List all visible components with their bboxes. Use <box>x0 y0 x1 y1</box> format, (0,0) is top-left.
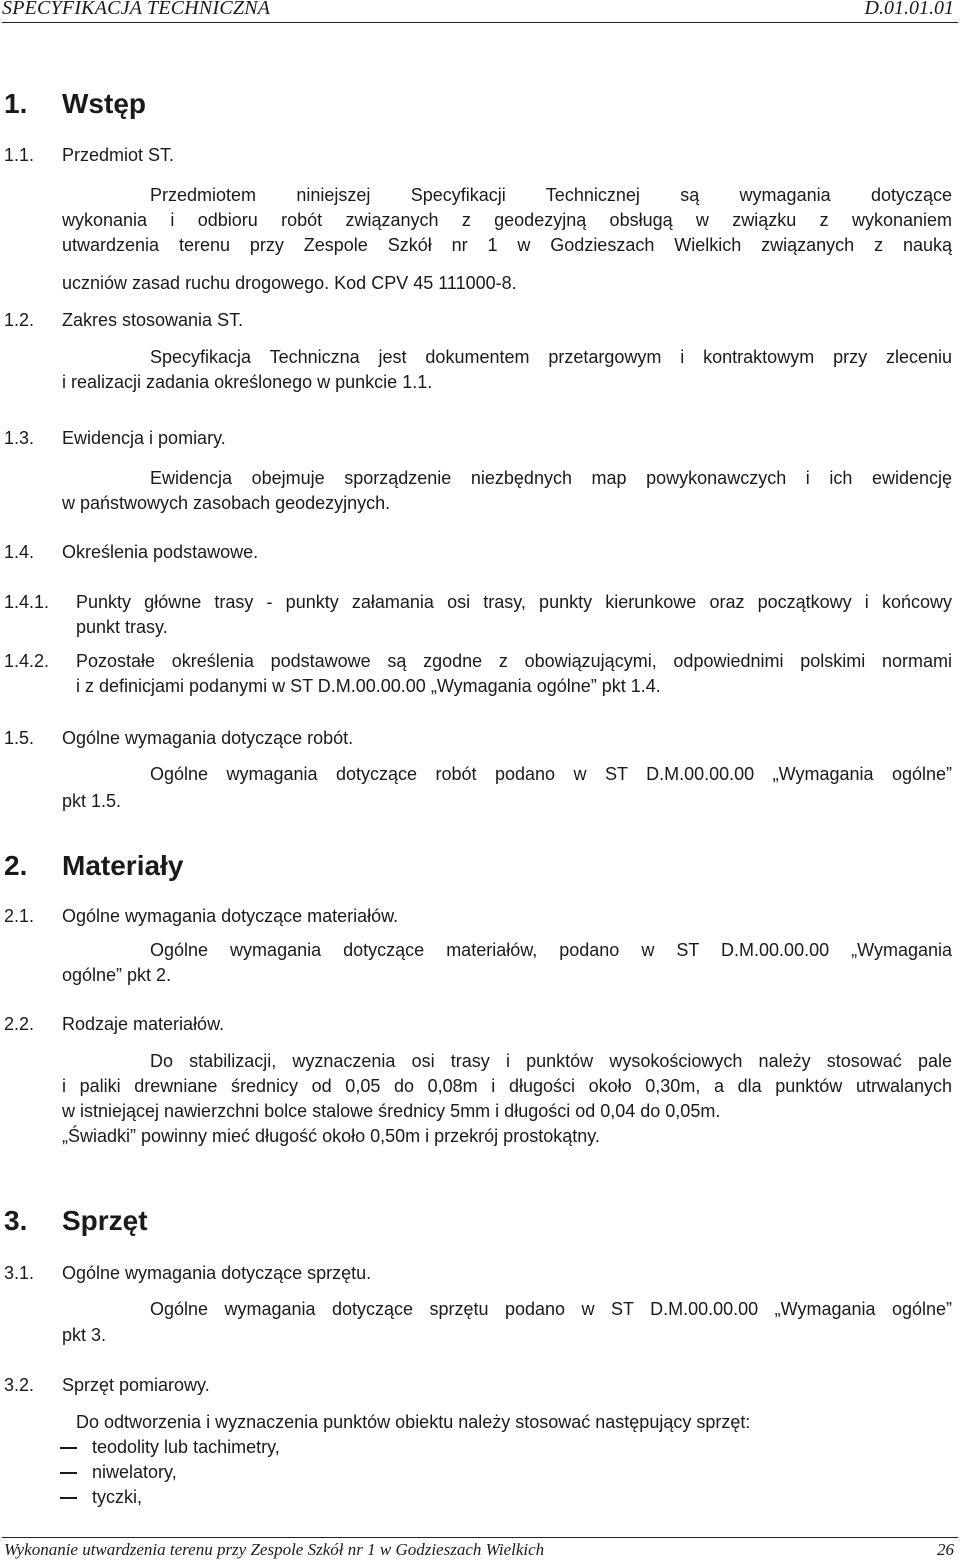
section-number: 1. <box>4 88 28 119</box>
definition-line: Pozostałe określenia podstawowe są zgodne z obowiązującymi, odpowiednimi polskimi normami <box>76 651 952 671</box>
paragraph-line: pkt 3. <box>62 1325 107 1345</box>
page-number: 26 <box>937 1540 954 1559</box>
paragraph-line: Przedmiotem niniejszej Specyfikacji Technicznej są wymagania dotyczące <box>150 185 952 205</box>
subsection-number: 1.2. <box>4 310 35 330</box>
paragraph-line: i paliki drewniane średnicy od 0,05 do 0,08m i długości około 0,30m, a dla punktów utrwalanych <box>62 1076 952 1096</box>
subsection-title: Przedmiot ST. <box>62 145 175 165</box>
section-title: Wstęp <box>62 88 146 119</box>
header-code: D.01.01.01 <box>864 0 954 19</box>
subsection-title: Ewidencja i pomiary. <box>62 428 226 448</box>
subsection-number: 1.1. <box>4 145 35 165</box>
list-dash-icon <box>60 1472 77 1474</box>
paragraph-line: Ogólne wymagania dotyczące robót podano w ST D.M.00.00.00 „Wymagania ogólne” <box>150 764 952 784</box>
section-title: Sprzęt <box>62 1205 148 1236</box>
paragraph-line: pkt 1.5. <box>62 791 122 811</box>
subsection-title: Ogólne wymagania dotyczące robót. <box>62 728 354 748</box>
paragraph-line: Do odtworzenia i wyznaczenia punktów obiektu należy stosować następujący sprzęt: <box>76 1412 751 1432</box>
paragraph-line: Do stabilizacji, wyznaczenia osi trasy i punktów wysokościowych należy stosować pale <box>150 1051 952 1071</box>
paragraph-line: „Świadki” powinny mieć długość około 0,50m i przekrój prostokątny. <box>62 1126 600 1146</box>
subsection-number: 1.4. <box>4 542 35 562</box>
subsection-number: 2.1. <box>4 906 35 926</box>
definition-number: 1.4.1. <box>4 592 50 612</box>
list-item: niwelatory, <box>92 1462 177 1482</box>
paragraph-line: Ogólne wymagania dotyczące sprzętu podano w ST D.M.00.00.00 „Wymagania ogólne” <box>150 1299 952 1319</box>
paragraph-line: Ogólne wymagania dotyczące materiałów, podano w ST D.M.00.00.00 „Wymagania <box>150 940 952 960</box>
subsection-title: Określenia podstawowe. <box>62 542 259 562</box>
header-title: SPECYFIKACJA TECHNICZNA <box>2 0 271 19</box>
definition-line: punkt trasy. <box>76 617 168 637</box>
subsection-number: 1.5. <box>4 728 35 748</box>
paragraph-line: ogólne” pkt 2. <box>62 965 172 985</box>
subsection-number: 2.2. <box>4 1014 35 1034</box>
paragraph-line: Specyfikacja Techniczna jest dokumentem przetargowym i kontraktowym przy zleceniu <box>150 347 952 367</box>
paragraph-line: Ewidencja obejmuje sporządzenie niezbędnych map powykonawczych i ich ewidencję <box>150 468 952 488</box>
subsection-title: Rodzaje materiałów. <box>62 1014 225 1034</box>
subsection-title: Ogólne wymagania dotyczące materiałów. <box>62 906 399 926</box>
header-rule <box>2 22 958 23</box>
page-footer <box>0 1540 960 1561</box>
subsection-number: 3.1. <box>4 1263 35 1283</box>
subsection-title: Zakres stosowania ST. <box>62 310 244 330</box>
paragraph-line: w istniejącej nawierzchni bolce stalowe średnicy 5mm i długości od 0,04 do 0,05m. <box>62 1101 721 1121</box>
list-dash-icon <box>60 1497 77 1499</box>
definition-line: i z definicjami podanymi w ST D.M.00.00.00 „Wymagania ogólne” pkt 1.4. <box>76 676 661 696</box>
paragraph-line: uczniów zasad ruchu drogowego. Kod CPV 45 111000-8. <box>62 273 517 293</box>
subsection-title: Ogólne wymagania dotyczące sprzętu. <box>62 1263 372 1283</box>
paragraph-line: utwardzenia terenu przy Zespole Szkół nr 1 w Godzieszach Wielkich związanych z nauką <box>62 235 952 255</box>
page-header <box>0 0 960 22</box>
subsection-number: 3.2. <box>4 1375 35 1395</box>
paragraph-line: i realizacji zadania określonego w punkcie 1.1. <box>62 372 433 392</box>
paragraph-line: wykonania i odbioru robót związanych z geodezyjną obsługą w związku z wykonaniem <box>62 210 952 230</box>
subsection-number: 1.3. <box>4 428 35 448</box>
paragraph-line: w państwowych zasobach geodezyjnych. <box>62 493 391 513</box>
list-item: tyczki, <box>92 1487 143 1507</box>
section-number: 2. <box>4 850 28 881</box>
definition-number: 1.4.2. <box>4 651 50 671</box>
subsection-title: Sprzęt pomiarowy. <box>62 1375 210 1395</box>
footer-rule <box>2 1537 958 1538</box>
footer-text: Wykonanie utwardzenia terenu przy Zespole Szkół nr 1 w Godzieszach Wielkich <box>4 1540 545 1559</box>
section-number: 3. <box>4 1205 28 1236</box>
list-item: teodolity lub tachimetry, <box>92 1437 280 1457</box>
list-dash-icon <box>60 1447 77 1449</box>
definition-line: Punkty główne trasy - punkty załamania osi trasy, punkty kierunkowe oraz początkowy i końcowy <box>76 592 952 612</box>
section-title: Materiały <box>62 850 184 881</box>
